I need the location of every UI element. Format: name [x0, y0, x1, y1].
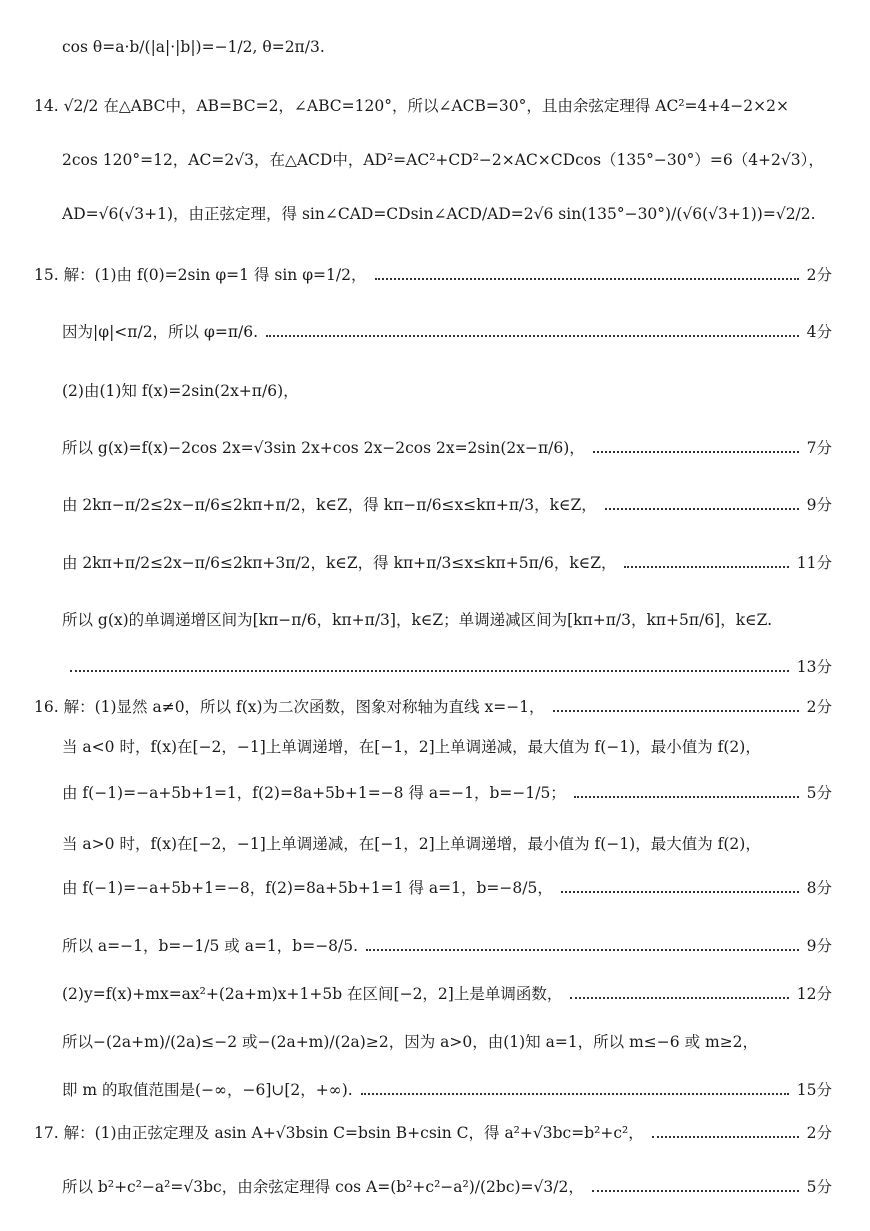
- line-text: (2)y=f(x)+mx=ax²+(2a+m)x+1+5b 在区间[−2，2]上是单调函数，: [62, 985, 563, 1003]
- line-text: 2cos 120°=12，AC=2√3，在△ACD中，AD²=AC²+CD²−2×AC×CDcos（135°−30°）=6（4+2√3），: [62, 151, 824, 169]
- dot-leader: [593, 451, 799, 453]
- scored-line: [62, 876, 832, 900]
- scored-line: [62, 1175, 832, 1199]
- dot-leader: [624, 566, 788, 568]
- scored-line: [62, 551, 832, 575]
- scored-line: [62, 1078, 832, 1102]
- score-label: 9分: [806, 496, 832, 514]
- line-text: 因为|φ|<π/2，所以 φ=π/6.: [62, 323, 259, 341]
- line-text: 15. 解：(1)由 f(0)=2sin φ=1 得 sin φ=1/2，: [34, 266, 367, 284]
- line-text: 所以 a=−1，b=−1/5 或 a=1，b=−8/5.: [62, 937, 359, 955]
- line-text: 所以−(2a+m)/(2a)≤−2 或−(2a+m)/(2a)≥2，因为 a>0，由(1)知 a=1，所以 m≤−6 或 m≥2，: [62, 1033, 759, 1051]
- scored-line: [62, 436, 832, 460]
- score-label: 4分: [806, 323, 832, 341]
- scored-line: [62, 655, 832, 679]
- score-label: 12分: [796, 985, 832, 1003]
- line-text: cos θ=a·b/(|a|·|b|)=−1/2, θ=2π/3.: [62, 38, 325, 56]
- text-line: [62, 379, 832, 403]
- line-text: 所以 g(x)=f(x)−2cos 2x=√3sin 2x+cos 2x−2cos 2x=2sin(2x−π/6)，: [62, 439, 585, 457]
- scored-line: [34, 263, 832, 287]
- dot-leader: [652, 1136, 799, 1138]
- line-text: (2)由(1)知 f(x)=2sin(2x+π/6)，: [62, 382, 299, 400]
- line-text: 即 m 的取值范围是(−∞，−6]∪[2，+∞).: [62, 1081, 353, 1099]
- text-line: [34, 94, 832, 118]
- line-text: 所以 g(x)的单调递增区间为[kπ−π/6，kπ+π/3]，k∈Z；单调递减区间为[kπ+π/3，kπ+5π/6]，k∈Z.: [62, 611, 773, 629]
- text-line: [62, 608, 832, 632]
- line-text: 14. √2/2 在△ABC中，AB=BC=2，∠ABC=120°，所以∠ACB=30°，且由余弦定理得 AC²=4+4−2×2×: [34, 97, 789, 115]
- line-text: 由 2kπ−π/2≤2x−π/6≤2kπ+π/2，k∈Z，得 kπ−π/6≤x≤kπ+π/3，k∈Z，: [62, 496, 597, 514]
- score-label: 5分: [806, 1178, 832, 1196]
- dot-leader: [570, 997, 788, 999]
- dot-leader: [553, 710, 799, 712]
- dot-leader: [70, 670, 789, 672]
- scored-line: [62, 781, 832, 805]
- line-text: 所以 b²+c²−a²=√3bc，由余弦定理得 cos A=(b²+c²−a²)/(2bc)=√3/2，: [62, 1178, 584, 1196]
- score-label: 5分: [806, 784, 832, 802]
- line-text: 17. 解：(1)由正弦定理及 asin A+√3bsin C=bsin B+csin C，得 a²+√3bc=b²+c²，: [34, 1124, 644, 1142]
- dot-leader: [592, 1190, 799, 1192]
- text-line: [62, 832, 832, 856]
- scored-line: [62, 493, 832, 517]
- line-text: AD=√6(√3+1)，由正弦定理，得 sin∠CAD=CDsin∠ACD/AD=2√6 sin(135°−30°)/(√6(√3+1))=√2/2.: [62, 205, 816, 223]
- dot-leader: [366, 949, 799, 951]
- scored-line: [34, 695, 832, 719]
- text-line: [62, 202, 832, 226]
- score-label: 13分: [796, 658, 832, 676]
- dot-leader: [266, 335, 799, 337]
- score-label: 11分: [796, 554, 832, 572]
- dot-leader: [574, 796, 799, 798]
- line-text: 由 f(−1)=−a+5b+1=−8，f(2)=8a+5b+1=1 得 a=1，b=−8/5，: [62, 879, 553, 897]
- text-line: [62, 1030, 832, 1054]
- scored-line: [62, 982, 832, 1006]
- line-text: 当 a<0 时，f(x)在[−2，−1]上单调递增，在[−1，2]上单调递减，最大值为 f(−1)，最小值为 f(2)，: [62, 738, 761, 756]
- text-line: [62, 735, 832, 759]
- dot-leader: [561, 891, 799, 893]
- score-label: 2分: [806, 1124, 832, 1142]
- dot-leader: [605, 508, 799, 510]
- text-line: [62, 148, 832, 172]
- score-label: 2分: [806, 266, 832, 284]
- line-text: 由 2kπ+π/2≤2x−π/6≤2kπ+3π/2，k∈Z，得 kπ+π/3≤x≤kπ+5π/6，k∈Z，: [62, 554, 617, 572]
- dot-leader: [375, 278, 799, 280]
- score-label: 2分: [806, 698, 832, 716]
- scored-line: [62, 320, 832, 344]
- score-label: 9分: [806, 937, 832, 955]
- line-text: 当 a>0 时，f(x)在[−2，−1]上单调递减，在[−1，2]上单调递增，最小值为 f(−1)，最大值为 f(2)，: [62, 835, 761, 853]
- scored-line: [62, 934, 832, 958]
- dot-leader: [361, 1093, 789, 1095]
- score-label: 7分: [806, 439, 832, 457]
- line-text: 16. 解：(1)显然 a≠0，所以 f(x)为二次函数，图象对称轴为直线 x=−1，: [34, 698, 545, 716]
- line-text: 由 f(−1)=−a+5b+1=1，f(2)=8a+5b+1=−8 得 a=−1，b=−1/5；: [62, 784, 566, 802]
- text-line: [62, 35, 832, 59]
- scored-line: [34, 1121, 832, 1145]
- score-label: 8分: [806, 879, 832, 897]
- score-label: 15分: [796, 1081, 832, 1099]
